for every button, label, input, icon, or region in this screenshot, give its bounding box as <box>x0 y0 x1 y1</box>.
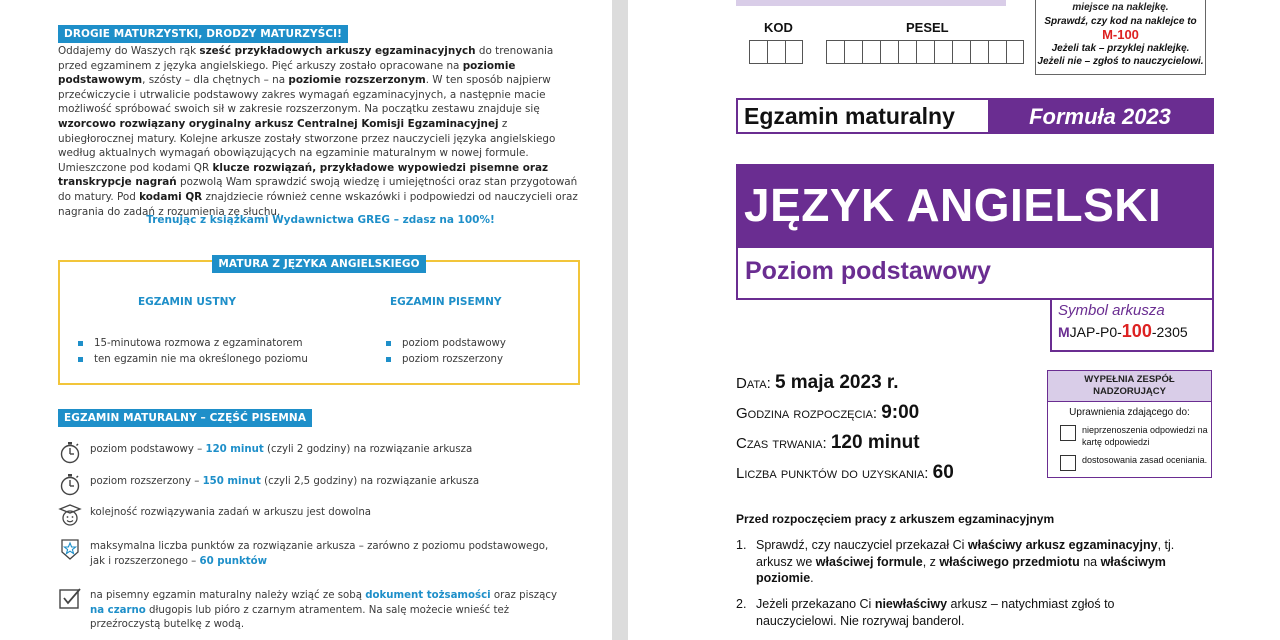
kod-boxes[interactable] <box>749 40 803 64</box>
written-exam-title: EGZAMIN PISEMNY <box>390 296 502 308</box>
intro-text-segment: znajdziecie również cenne wskazówki i podpowiedzi od nauczycieli oraz nagrania do zadań z rozumienia ze słuchu. <box>58 190 578 218</box>
instruction-text-segment: Sprawdź, czy nauczyciel przekazał Ci <box>756 538 968 552</box>
intro-text-segment: pozwolą Wam sprawdzić swoją wiedzę i umiejętności oraz stan przygotowań do matury. Pod <box>58 176 578 203</box>
intro-paragraph <box>58 44 583 219</box>
feature-text-segment: na czarno <box>90 604 146 616</box>
pesel-box[interactable] <box>1006 40 1024 64</box>
instruction-text-segment: , tj. arkusz we <box>756 538 1175 569</box>
team-box-sub: Uprawnienia zdającego do: <box>1069 407 1190 418</box>
sticker-note-line: miejsce na naklejkę. <box>1072 2 1169 13</box>
checkbox-pen-icon <box>58 586 82 610</box>
team-box-checkbox[interactable]: dostosowania zasad oceniania. <box>1060 454 1211 466</box>
symbol-box <box>1050 298 1214 352</box>
instruction-item: 2. Jeżeli przekazano Ci niewłaściwy arkusz – natychmiast zgłoś to nauczycielowi. Nie rozrywaj banderol. <box>736 597 1115 628</box>
feature-text-segment: (czyli 2,5 godziny) na rozwiązanie arkusza <box>260 476 480 487</box>
left-page <box>0 0 612 640</box>
sticker-note-line: Jeżeli tak – przyklej naklejkę. <box>1051 42 1190 54</box>
kod-box[interactable] <box>785 40 803 64</box>
info-points: Liczba punktów do uzyskania: 60 <box>736 462 954 483</box>
written-part-heading: EGZAMIN MATURALNY – CZĘŚĆ PISEMNA <box>58 409 312 427</box>
written-exam-column <box>386 296 506 367</box>
exam-formula: Formuła 2023 <box>988 100 1212 132</box>
intro-text-segment: kodami QR <box>139 190 203 203</box>
feature-text <box>90 443 565 458</box>
feature-text-segment: 150 minut <box>202 476 261 487</box>
top-strip <box>736 0 1006 6</box>
feature-text <box>90 589 565 633</box>
instruction-text-segment: właściwy arkusz egzaminacyjny <box>967 538 1158 552</box>
feature-text-segment: na pisemny egzamin maturalny należy wziąć ze sobą <box>90 590 366 601</box>
intro-text-segment: , szósty – dla chętnych – na <box>142 74 289 87</box>
intro-text-segment: klucze rozwiązań, przykładowe wypowiedzi pisemne oraz transkrypcje nagrań <box>58 161 549 189</box>
feature-text-segment: (czyli 2 godziny) na rozwiązanie arkusza <box>263 444 473 455</box>
instruction-text-segment: na <box>1079 554 1101 569</box>
pesel-box[interactable] <box>970 40 988 64</box>
team-box-checkbox[interactable]: nieprzenoszenia odpowiedzi na kartę odpowiedzi <box>1060 424 1211 448</box>
intro-text-segment: sześć przykładowych arkuszy egzaminacyjnych <box>199 45 476 57</box>
intro-text-segment: poziomie podstawowym <box>58 59 516 87</box>
team-box-heading: WYPEŁNIA ZESPÓŁ NADZORUJĄCY <box>1048 371 1211 402</box>
list-item: 15-minutowa rozmowa z egzaminatorem <box>78 336 308 352</box>
subject-title: JĘZYK ANGIELSKI <box>738 166 1212 248</box>
exam-bar <box>736 98 1214 134</box>
feature-text-segment: poziom rozszerzony – <box>90 476 203 487</box>
feature-text <box>90 506 565 521</box>
pesel-box[interactable] <box>988 40 1006 64</box>
stopwatch-icon <box>58 472 82 496</box>
instruction-item: 1. Sprawdź, czy nauczyciel przekazał Ci właściwy arkusz egzaminacyjny, tj. arkusz we właściwej formule, z właściwego przedmiotu na właściwym poziomie. <box>736 538 1175 585</box>
intro-heading: DROGIE MATURZYSTKI, DRODZY MATURZYŚCI! <box>58 25 348 43</box>
instruction-text-segment: właściwego przedmiotu <box>939 554 1080 569</box>
instruction-text-segment: arkusz – natychmiast zgłoś to nauczycielowi. Nie rozrywaj banderol. <box>756 597 1115 628</box>
feature-text-segment: dokument tożsamości <box>365 590 491 601</box>
instruction-text-segment: , z <box>922 554 940 569</box>
subject-level: Poziom podstawowy <box>745 257 991 285</box>
team-box <box>1047 370 1212 478</box>
instruction-text-segment: Jeżeli przekazano Ci <box>756 597 875 611</box>
oral-exam-column <box>78 296 308 367</box>
feature-text-segment: długopis lub pióro z czarnym atramentem. Na salę możecie wnieść też przeźroczystą butelkę z wodą. <box>90 604 510 630</box>
kod-box[interactable] <box>749 40 767 64</box>
sticker-code: M-100 <box>1102 27 1139 42</box>
info-duration: Czas trwania: 120 minut <box>736 432 920 453</box>
pesel-box[interactable] <box>934 40 952 64</box>
pesel-label: PESEL <box>906 20 949 35</box>
pesel-boxes[interactable] <box>826 40 1024 64</box>
pesel-box[interactable] <box>880 40 898 64</box>
intro-text-segment: do trenowania przed egzaminem z języka angielskiego. Pięć arkuszy zostało opracowane na <box>58 45 554 72</box>
info-start-time: Godzina rozpoczęcia: 9:00 <box>736 402 920 423</box>
instructions-heading: Przed rozpoczęciem pracy z arkuszem egzaminacyjnym <box>736 512 1055 526</box>
stopwatch-icon <box>58 440 82 464</box>
pesel-box[interactable] <box>916 40 934 64</box>
exam-type: Egzamin maturalny <box>738 100 988 132</box>
feature-text-segment: poziom podstawowy – <box>90 444 206 455</box>
feature-text-segment: kolejność rozwiązywania zadań w arkuszu jest dowolna <box>90 507 372 518</box>
list-item: poziom podstawowy <box>386 336 506 352</box>
pesel-box[interactable] <box>862 40 880 64</box>
intro-text-segment: z ubiegłorocznej matury. Kolejne arkusze zostały stworzone przez nauczycieli języka angielskiego według aktualnych wymagań obowiązujących na egzaminie maturalnym w nowej formule. Umieszczone pod kodami QR <box>58 117 556 174</box>
symbol-label: Symbol arkusza <box>1058 302 1165 319</box>
feature-text-segment: 120 minut <box>205 444 264 455</box>
pesel-box[interactable] <box>952 40 970 64</box>
feature-text-segment: 60 punktów <box>199 555 268 567</box>
feature-text-segment: oraz piszący <box>490 590 557 601</box>
list-item: ten egzamin nie ma określonego poziomu <box>78 352 308 368</box>
kod-box[interactable] <box>767 40 785 64</box>
oral-exam-list <box>78 336 308 367</box>
kod-label: KOD <box>764 20 793 35</box>
feature-text <box>90 540 565 569</box>
pesel-box[interactable] <box>898 40 916 64</box>
oral-exam-title: EGZAMIN USTNY <box>138 296 236 308</box>
intro-text-segment: Oddajemy do Waszych rąk <box>58 45 200 57</box>
intro-text-segment: poziomie rozszerzonym <box>288 74 426 87</box>
matura-box-heading: MATURA Z JĘZYKA ANGIELSKIEGO <box>212 255 425 273</box>
written-exam-list <box>386 336 506 367</box>
pesel-box[interactable] <box>826 40 844 64</box>
feature-text-segment: maksymalna liczba punktów za rozwiązanie arkusza – zarówno z poziomu podstawowego, jak i rozszerzonego – <box>90 541 549 567</box>
student-face-icon <box>58 503 82 527</box>
pesel-box[interactable] <box>844 40 862 64</box>
sticker-note <box>1035 0 1206 75</box>
subject-box <box>736 164 1214 300</box>
intro-text-segment: . W ten sposób najpierw przećwiczycie i utrwalicie podstawowy zakres wymagań egzaminacyjnych, a następnie macie możliwość spróbować swoich sił w zakresie rozszerzonym. Na początku zestawu znajduje się <box>58 74 551 116</box>
right-page <box>628 0 1280 640</box>
list-item: poziom rozszerzony <box>386 352 506 368</box>
instruction-text-segment: . <box>810 571 814 585</box>
info-date: Data: 5 maja 2023 r. <box>736 372 899 393</box>
feature-text <box>90 475 565 490</box>
intro-text-segment: wzorcowo rozwiązany oryginalny arkusz Centralnej Komisji Egzaminacyjnej <box>58 117 499 130</box>
instruction-text-segment: właściwym poziomie <box>756 554 1166 585</box>
star-badge-icon <box>58 537 82 561</box>
slogan: Trenując z książkami Wydawnictwa GREG – zdasz na 100%! <box>146 214 495 226</box>
instruction-text-segment: niewłaściwy <box>874 597 948 611</box>
sticker-note-line: Jeżeli nie – zgłoś to nauczycielowi. <box>1037 56 1204 67</box>
instruction-text-segment: właściwej formule <box>815 554 923 569</box>
sticker-note-line: Sprawdź, czy kod na naklejce to <box>1044 15 1197 27</box>
symbol-value: MJAP-P0-100-2305 <box>1058 321 1188 341</box>
